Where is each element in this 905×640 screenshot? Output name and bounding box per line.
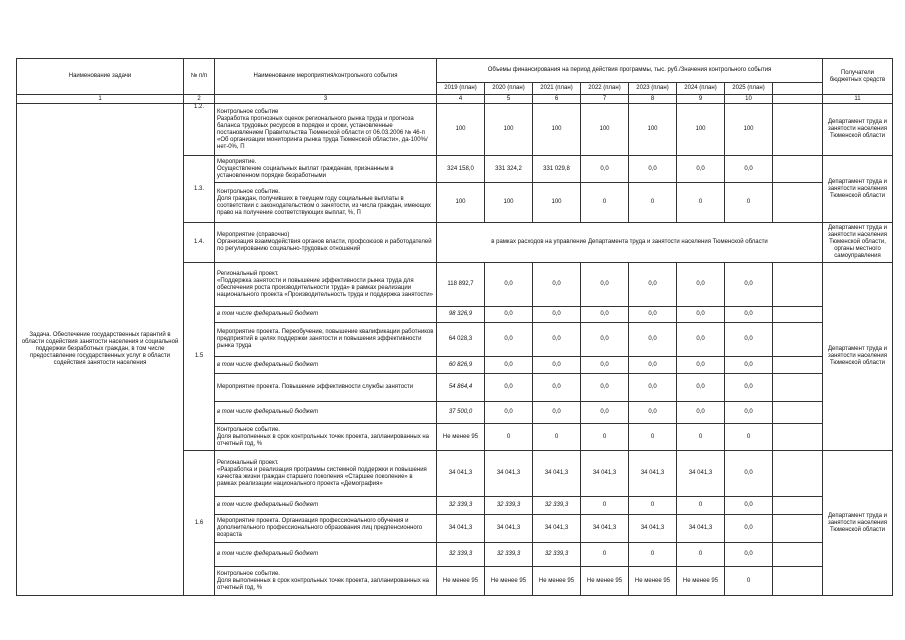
value-cell: 32 339,3: [485, 543, 533, 567]
value-cell: Не менее 95: [581, 567, 629, 596]
recipient: Департамент труда и занятости населения Тюменской области: [823, 156, 893, 223]
value-cell: 0: [725, 424, 773, 451]
value-cell: 34 041,3: [485, 515, 533, 543]
value-cell-empty: [773, 543, 823, 567]
value-cell: 0,0: [725, 497, 773, 515]
value-cell: Не менее 95: [677, 567, 725, 596]
header-num: № п/п: [184, 59, 215, 95]
value-cell: 32 339,3: [437, 543, 485, 567]
event-name: Контрольное событие. Доля граждан, получивших в текущем году социальные выплаты в соответствии с законодательством о занятости, из числа граждан, имеющих право на получение соответствующих выплат, %, П: [215, 183, 437, 223]
event-name: Мероприятие проекта. Повышение эффективности службы занятости: [215, 374, 437, 402]
value-cell: Не менее 95: [485, 567, 533, 596]
value-cell: 0,0: [725, 263, 773, 307]
value-cell: 0,0: [533, 323, 581, 357]
value-cell: 118 892,7: [437, 263, 485, 307]
table-row: [17, 104, 893, 156]
event-name: в том числе федеральный бюджет: [215, 307, 437, 323]
value-cell: Не менее 95: [437, 567, 485, 596]
header-recipients: Получатели бюджетных средств: [823, 59, 893, 95]
value-cell: 100: [485, 104, 533, 156]
value-cell-empty: [773, 307, 823, 323]
program-table: [16, 58, 893, 596]
value-cell: 324 158,0: [437, 156, 485, 183]
value-cell: 100: [725, 104, 773, 156]
value-cell: 100: [437, 104, 485, 156]
value-cell: 54 864,4: [437, 374, 485, 402]
value-cell-empty: [773, 357, 823, 374]
value-cell: 0,0: [725, 515, 773, 543]
column-number: 3: [215, 95, 437, 104]
event-name: Контрольное событие Разработка прогнозных оценок регионального рынка труда и прогноза баланса трудовых ресурсов в порядке и сроки, установленные постановлением Правительства Тюменской области от 06.03.2006 № 46-п «Об организации мониторинга рынка труда Тюменской области», да-100%/нет-0%, П: [215, 104, 437, 156]
value-cell: 34 041,3: [437, 515, 485, 543]
row-number: 1.2.: [184, 104, 215, 156]
event-name: Контрольное событие. Доля выполненных в срок контрольных точек проекта, запланированных на отчетный год, %: [215, 424, 437, 451]
value-cell: 100: [581, 104, 629, 156]
value-cell: 34 041,3: [437, 451, 485, 497]
column-number: 5: [485, 95, 533, 104]
value-cell: 0,0: [725, 451, 773, 497]
header-year: 2019 (план): [437, 83, 485, 95]
value-cell: 0,0: [581, 263, 629, 307]
event-name: Контрольное событие. Доля выполненных в срок контрольных точек проекта, запланированных на отчетный год, %: [215, 567, 437, 596]
value-cell: 0: [581, 543, 629, 567]
value-cell: 0,0: [485, 374, 533, 402]
value-cell: 0,0: [725, 357, 773, 374]
column-number-empty: [773, 95, 823, 104]
value-cell: 32 339,3: [437, 497, 485, 515]
value-cell: 34 041,3: [677, 515, 725, 543]
value-cell: 0,0: [485, 307, 533, 323]
value-cell-empty: [773, 374, 823, 402]
value-cell: 0,0: [629, 307, 677, 323]
value-cell: 0,0: [533, 357, 581, 374]
value-cell: 0: [677, 424, 725, 451]
value-cell: 100: [533, 183, 581, 223]
value-cell: 0,0: [725, 323, 773, 357]
value-cell: Не менее 95: [629, 567, 677, 596]
value-cell-empty: [773, 497, 823, 515]
event-name: Региональный проект. «Разработка и реализация программы системной поддержки и повышения качества жизни граждан старшего поколения «Старшее поколение» в рамках реализации национального проекта «Демография»: [215, 451, 437, 497]
value-cell: 0,0: [629, 357, 677, 374]
value-cell: 0,0: [581, 323, 629, 357]
value-cell: 98 326,9: [437, 307, 485, 323]
value-cell: 0,0: [533, 402, 581, 424]
value-cell: 0: [677, 543, 725, 567]
value-cell: 0,0: [677, 402, 725, 424]
value-cell: 34 041,3: [533, 515, 581, 543]
value-cell: 32 339,3: [485, 497, 533, 515]
value-cell: 0,0: [629, 323, 677, 357]
recipient: Департамент труда и занятости населения Тюменской области: [823, 263, 893, 451]
header-year: 2022 (план): [581, 83, 629, 95]
recipient: Департамент труда и занятости населения Тюменской области: [823, 104, 893, 156]
value-cell: 0,0: [629, 374, 677, 402]
row-number: 1.3.: [184, 156, 215, 223]
value-cell: 0: [725, 183, 773, 223]
column-number: 9: [677, 95, 725, 104]
value-cell: 331 324,2: [485, 156, 533, 183]
value-cell: 0,0: [581, 402, 629, 424]
event-name: в том числе федеральный бюджет: [215, 357, 437, 374]
value-cell: 0: [581, 183, 629, 223]
value-cell: 0,0: [533, 263, 581, 307]
value-cell: 0,0: [485, 357, 533, 374]
value-cell-empty: [773, 263, 823, 307]
value-cell-empty: [773, 451, 823, 497]
value-cell-empty: [773, 104, 823, 156]
value-cell: 0,0: [581, 307, 629, 323]
event-name: Региональный проект. «Поддержка занятости и повышение эффективности рынка труда для обеспечения роста производительности труда» в рамках реализации национального проекта «Производительность труда и поддержка занятости»: [215, 263, 437, 307]
value-cell: 0: [581, 424, 629, 451]
value-cell: 0: [725, 567, 773, 596]
header-year: 2021 (план): [533, 83, 581, 95]
value-cell: 0: [629, 497, 677, 515]
header-year-empty: [773, 83, 823, 95]
value-cell-empty: [773, 402, 823, 424]
column-number: 8: [629, 95, 677, 104]
value-cell: 0,0: [485, 323, 533, 357]
column-number: 7: [581, 95, 629, 104]
value-cell-empty: [773, 323, 823, 357]
value-cell: 0,0: [533, 374, 581, 402]
value-cell: 0,0: [581, 156, 629, 183]
value-cell: 0: [533, 424, 581, 451]
value-cell: 60 826,9: [437, 357, 485, 374]
value-cell: 100: [629, 104, 677, 156]
column-number: 2: [184, 95, 215, 104]
value-cell: 34 041,3: [581, 515, 629, 543]
event-name: Мероприятие (справочно) Организация взаимодействия органов власти, профсоюзов и работодателей по регулированию социально-трудовых отношений: [215, 223, 437, 263]
value-cell: 0,0: [629, 402, 677, 424]
value-cell: 0,0: [725, 156, 773, 183]
value-cell: 0: [629, 543, 677, 567]
column-number: 11: [823, 95, 893, 104]
value-cell: 64 028,3: [437, 323, 485, 357]
value-cell: 0,0: [677, 374, 725, 402]
task-description: Задача. Обеспечение государственных гарантий в области содействия занятости населения и социальной поддержки безработных граждан, в том числе предоставление государственных услуг в области содействия занятости населения: [17, 104, 184, 596]
value-cell: 0: [581, 497, 629, 515]
header-task-name: Наименование задачи: [17, 59, 184, 95]
column-number: 1: [17, 95, 184, 104]
value-cell: 100: [437, 183, 485, 223]
column-number: 6: [533, 95, 581, 104]
value-cell: 32 339,3: [533, 543, 581, 567]
value-cell: 34 041,3: [629, 451, 677, 497]
value-cell: 0,0: [725, 374, 773, 402]
row-number: 1.6: [184, 451, 215, 596]
value-cell: 0,0: [677, 263, 725, 307]
value-cell: 0,0: [581, 374, 629, 402]
column-number: 4: [437, 95, 485, 104]
value-cell: 37 500,0: [437, 402, 485, 424]
value-cell: 0,0: [533, 307, 581, 323]
value-cell: Не менее 95: [533, 567, 581, 596]
value-cell: 34 041,3: [485, 451, 533, 497]
value-cell-empty: [773, 424, 823, 451]
value-cell: 0,0: [725, 307, 773, 323]
value-cell: 34 041,3: [629, 515, 677, 543]
column-number: 10: [725, 95, 773, 104]
recipient: Департамент труда и занятости населения Тюменской области: [823, 451, 893, 596]
value-cell: 0,0: [485, 402, 533, 424]
value-cell: 0: [677, 497, 725, 515]
value-cell: 0,0: [677, 323, 725, 357]
value-cell: 0,0: [725, 543, 773, 567]
event-name: в том числе федеральный бюджет: [215, 402, 437, 424]
value-cell: 0,0: [629, 263, 677, 307]
value-cell: 0: [485, 424, 533, 451]
value-cell: 34 041,3: [533, 451, 581, 497]
value-cell-empty: [773, 515, 823, 543]
row-number: 1.5: [184, 263, 215, 451]
value-cell: 0: [629, 183, 677, 223]
value-cell: 100: [485, 183, 533, 223]
header-funding: Объемы финансирования на период действия программы, тыс. руб./Значения контрольного события: [437, 59, 823, 83]
value-cell: 34 041,3: [581, 451, 629, 497]
value-cell: 0: [677, 183, 725, 223]
value-cell: 0,0: [677, 357, 725, 374]
recipient: Департамент труда и занятости населения Тюменской области, органы местного самоуправления: [823, 223, 893, 263]
value-cell-empty: [773, 567, 823, 596]
value-cell: 331 029,8: [533, 156, 581, 183]
event-name: в том числе федеральный бюджет: [215, 497, 437, 515]
value-cell: 0: [629, 424, 677, 451]
value-cell: 32 339,3: [533, 497, 581, 515]
value-cell: 0,0: [581, 357, 629, 374]
event-name: Мероприятие проекта. Переобучение, повышение квалификации работников предприятий в целях поддержки занятости и повышения эффективности рынка труда: [215, 323, 437, 357]
header-year: 2024 (план): [677, 83, 725, 95]
value-cell: 0,0: [629, 156, 677, 183]
value-cell: 0,0: [677, 156, 725, 183]
value-cell: 34 041,3: [677, 451, 725, 497]
value-cell-empty: [773, 156, 823, 183]
event-name: Мероприятие проекта. Организация профессионального обучения и дополнительного профессионального образования лиц предпенсионного возраста: [215, 515, 437, 543]
merged-funding-note: в рамках расходов на управление Департамента труда и занятости населения Тюменской области: [437, 223, 823, 263]
header-year: 2020 (план): [485, 83, 533, 95]
value-cell-empty: [773, 183, 823, 223]
row-number: 1.4.: [184, 223, 215, 263]
value-cell: 0,0: [485, 263, 533, 307]
header-year: 2023 (план): [629, 83, 677, 95]
header-year: 2025 (план): [725, 83, 773, 95]
event-name: в том числе федеральный бюджет: [215, 543, 437, 567]
value-cell: 0,0: [677, 307, 725, 323]
value-cell: 100: [677, 104, 725, 156]
value-cell: Не менее 95: [437, 424, 485, 451]
value-cell: 100: [533, 104, 581, 156]
value-cell: 0,0: [725, 402, 773, 424]
header-event-name: Наименование мероприятия/контрольного события: [215, 59, 437, 95]
event-name: Мероприятие. Осуществление социальных выплат гражданам, признанным в установленном порядке безработными: [215, 156, 437, 183]
